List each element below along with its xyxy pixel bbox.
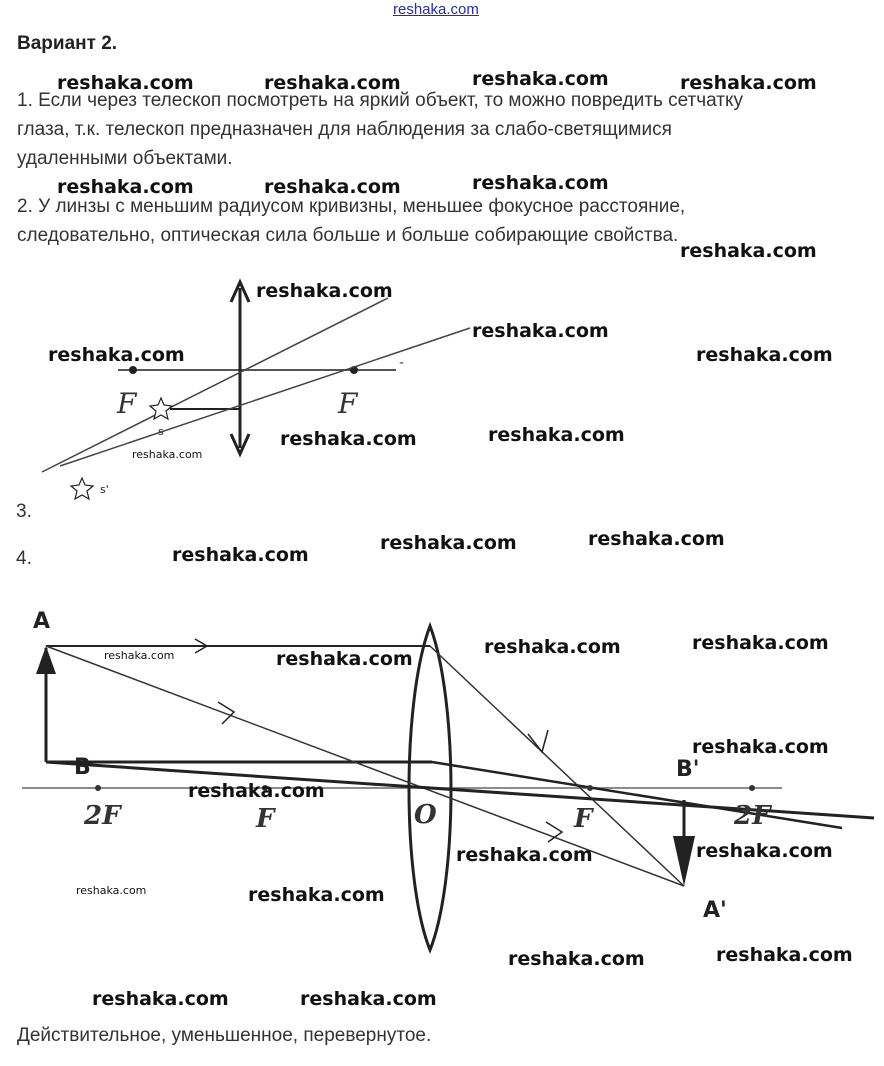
watermark: reshaka.com (472, 320, 609, 342)
image-label: s' (100, 483, 109, 496)
focus-left-label: F (117, 387, 137, 420)
focus-right-label: F (338, 387, 358, 420)
watermark: reshaka.com (508, 948, 645, 970)
watermark: reshaka.com (256, 280, 393, 302)
watermark-small: reshaka.com (104, 649, 175, 662)
watermark: reshaka.com (276, 648, 413, 670)
label-o: O (414, 800, 437, 830)
watermark: reshaka.com (57, 176, 194, 198)
answer-3-number: 3. (16, 501, 32, 522)
page-title: Вариант 2. (17, 33, 118, 54)
watermark-small: reshaka.com (132, 448, 203, 461)
watermark: reshaka.com (680, 72, 817, 94)
label-a: A (33, 609, 51, 634)
label-f-right: F (574, 804, 593, 834)
label-f-left: F (256, 804, 275, 834)
watermark-small: reshaka.com (76, 884, 147, 897)
watermark: reshaka.com (488, 424, 625, 446)
watermark: reshaka.com (716, 944, 853, 966)
site-link[interactable]: reshaka.com (393, 1, 479, 18)
point-2f-left (95, 785, 101, 791)
answer-1 (17, 86, 877, 173)
source-label: s (158, 425, 164, 438)
watermark: reshaka.com (248, 884, 385, 906)
watermark: reshaka.com (692, 632, 829, 654)
answer-2-line-2: следовательно, оптическая сила больше и больше собирающие свойства. (17, 225, 679, 246)
watermark: reshaka.com (280, 428, 417, 450)
dash-mark: - (399, 355, 405, 371)
watermark: reshaka.com (472, 68, 609, 90)
watermark: reshaka.com (680, 240, 817, 262)
watermark: reshaka.com (696, 344, 833, 366)
point-2f-right (749, 785, 755, 791)
watermark: reshaka.com (92, 988, 229, 1010)
watermark: reshaka.com (588, 528, 725, 550)
conclusion-text: Действительное, уменьшенное, перевернутое. (17, 1025, 432, 1046)
label-b-prime: B' (676, 757, 700, 782)
watermark: reshaka.com (264, 176, 401, 198)
watermark: reshaka.com (456, 844, 593, 866)
focus-point-left (129, 366, 137, 374)
watermark: reshaka.com (300, 988, 437, 1010)
label-b: B (74, 755, 91, 780)
lens-diagram-3 (0, 270, 480, 505)
watermark: reshaka.com (692, 736, 829, 758)
label-2f-right: 2F (734, 801, 771, 831)
ray-b-refracted (432, 762, 842, 828)
image-star-icon (71, 478, 93, 499)
answer-1-line-2: глаза, т.к. телескоп предназначен для наблюдения за слабо-светящимися (17, 119, 672, 140)
watermark: reshaka.com (172, 544, 309, 566)
watermark: reshaka.com (472, 172, 609, 194)
watermark: reshaka.com (57, 72, 194, 94)
label-a-prime: A' (703, 898, 727, 923)
object-arrow-head-icon (36, 646, 56, 674)
label-2f-left: 2F (84, 801, 121, 831)
answer-1-line-1: 1. Если через телескоп посмотреть на яркий объект, то можно повредить сетчатку (17, 90, 744, 111)
answer-2-line-1: 2. У линзы с меньшим радиусом кривизны, меньшее фокусное расстояние, (17, 196, 686, 217)
watermark: reshaka.com (484, 636, 621, 658)
answer-1-line-3: удаленными объектами. (17, 148, 233, 169)
watermark: reshaka.com (380, 532, 517, 554)
watermark: reshaka.com (188, 780, 325, 802)
watermark: reshaka.com (264, 72, 401, 94)
watermark: reshaka.com (696, 840, 833, 862)
answer-4-number: 4. (16, 548, 32, 569)
watermark: reshaka.com (48, 344, 185, 366)
point-f-right (587, 785, 593, 791)
